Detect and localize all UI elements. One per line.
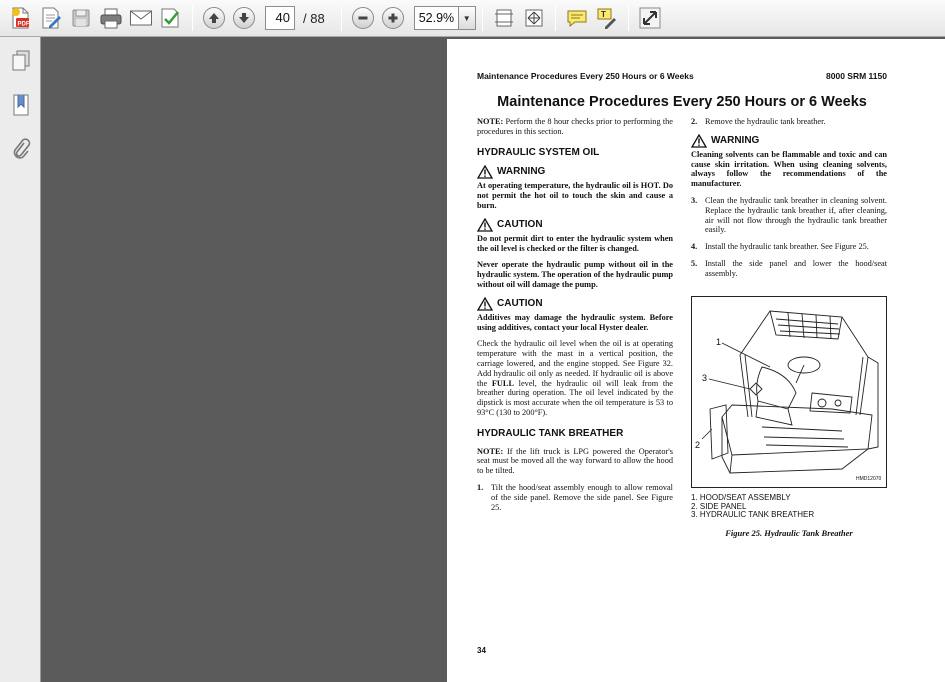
figure-caption: Figure 25. Hydraulic Tank Breather (725, 528, 853, 538)
print-button[interactable] (96, 4, 126, 32)
edit-icon (40, 6, 62, 30)
procedure-step: 1. Tilt the hood/seat assembly enough to allow removal of the side panel. Remove the side panel. See Figure 25. (477, 482, 673, 512)
review-button[interactable] (156, 4, 186, 32)
save-button[interactable] (66, 4, 96, 32)
toolbar (0, 0, 945, 37)
left-column (477, 117, 673, 519)
warning-text: At operating temperature, the hydraulic oil is HOT. Do not permit the hot oil to touch the skin and cause a burn. (477, 181, 673, 210)
edit-button[interactable] (36, 4, 66, 32)
comment-icon (566, 8, 588, 28)
warning-triangle-icon (691, 134, 707, 148)
pages-panel-button[interactable] (0, 41, 41, 81)
caution-heading: CAUTION (477, 297, 673, 311)
legend-item: 3. HYDRAULIC TANK BREATHER (691, 510, 815, 520)
figure-legend (691, 494, 814, 520)
current-page-input[interactable]: 40 (265, 6, 295, 30)
next-page-icon (238, 12, 250, 24)
toolbar-separator (555, 5, 556, 31)
section-heading-tank-breather: HYDRAULIC TANK BREATHER (477, 427, 624, 439)
figure-code: HMD12070 (856, 476, 882, 482)
caution-text: Do not permit dirt to enter the hydraulic system when the oil level is checked or the filter is changed. (477, 233, 673, 253)
procedure-step: 5. Install the side panel and lower the hood/seat assembly. (691, 258, 887, 278)
running-header-doc-number: 8000 SRM 1150 (826, 71, 887, 81)
procedure-step: 3. Clean the hydraulic tank breather in cleaning solvent. Replace the hydraulic tank breather if, after cleaning, air will not flow through the hydraulic tank breather easily. (691, 195, 887, 235)
attachments-panel-button[interactable] (0, 129, 41, 169)
highlight-icon (596, 7, 618, 29)
fit-page-icon (494, 7, 514, 29)
running-header-title: Maintenance Procedures Every 250 Hours or 6 Weeks (477, 71, 694, 81)
legend-item: 1. HOOD/SEAT ASSEMBLY (691, 493, 791, 502)
pdf-page (447, 39, 945, 682)
legend-item: 2. SIDE PANEL (691, 501, 747, 511)
toolbar-separator (192, 5, 193, 31)
fit-width-icon (523, 7, 545, 29)
next-page-button[interactable] (229, 4, 259, 32)
zoom-in-button[interactable] (378, 4, 408, 32)
figure-hydraulic-tank-breather (691, 296, 887, 488)
pages-icon (10, 49, 32, 73)
chevron-down-icon: ▼ (462, 13, 471, 23)
body-paragraph: Check the hydraulic oil level when the oil is at operating temperature with the mast in a vertical position, the carriage lowered, and the engine stopped. See Figure 32. Add hydraulic oil only as needed. If hydraulic oil is above the FULL level, the hydraulic oil will leak from the breather during operation. The oil level indicated by the dipstick is most accurate when the oil temperature is 53 to 93°C (130 to 200°F). (477, 339, 673, 417)
previous-page-button[interactable] (199, 4, 229, 32)
document-viewport[interactable] (41, 37, 945, 682)
attachments-icon (11, 137, 31, 161)
comment-button[interactable] (562, 4, 592, 32)
callout-1: 1 (716, 337, 722, 347)
note-paragraph: NOTE: Perform the 8 hour checks prior to performing the procedures in this section. (477, 117, 673, 136)
warning-heading: WARNING (691, 134, 887, 148)
bookmarks-panel-button[interactable] (0, 85, 41, 125)
procedure-step: 4. Install the hydraulic tank breather. See Figure 25. (691, 242, 869, 252)
expand-icon (639, 7, 661, 29)
callout-2: 2 (695, 440, 701, 450)
svg-text:T: T (600, 10, 606, 19)
create-pdf-button[interactable] (6, 4, 36, 32)
svg-text:PDF: PDF (17, 21, 30, 28)
zoom-dropdown-button[interactable] (458, 6, 476, 30)
toolbar-separator (341, 5, 342, 31)
page-number: 34 (477, 646, 486, 655)
expand-button[interactable] (635, 4, 665, 32)
caution-text: Additives may damage the hydraulic system. Before using additives, contact your local Hyster dealer. (477, 312, 673, 332)
navigation-pane (0, 37, 41, 682)
save-icon (71, 8, 91, 28)
zoom-out-button[interactable] (348, 4, 378, 32)
fit-page-button[interactable] (489, 4, 519, 32)
zoom-out-icon (357, 12, 369, 24)
note-paragraph: NOTE: If the lift truck is LPG powered the Operator's seat must be moved all the way forward to allow the hood to be tilted. (477, 446, 673, 476)
section-heading-hydraulic-oil: HYDRAULIC SYSTEM OIL (477, 146, 600, 158)
email-icon (129, 9, 153, 27)
warning-heading: WARNING (477, 165, 673, 179)
fit-width-button[interactable] (519, 4, 549, 32)
zoom-in-icon (387, 12, 399, 24)
review-icon (159, 6, 183, 30)
page-title: Maintenance Procedures Every 250 Hours or 6 Weeks (497, 94, 867, 110)
caution-triangle-icon (477, 297, 493, 311)
toolbar-separator (482, 5, 483, 31)
warning-text: Cleaning solvents can be flammable and toxic and can cause skin irritation. When using cleaning solvents, always follow the recommendations of the manufacturer. (691, 149, 887, 189)
prev-page-icon (208, 12, 220, 24)
zoom-level-input[interactable]: 52.9% (414, 6, 458, 30)
total-pages-label: / 88 (303, 10, 325, 26)
forklift-illustration (692, 297, 886, 487)
caution-heading: CAUTION (477, 218, 673, 232)
bookmarks-icon (11, 93, 31, 117)
highlight-button[interactable] (592, 4, 622, 32)
email-button[interactable] (126, 4, 156, 32)
caution-text: Never operate the hydraulic pump without oil in the hydraulic system. The operation of the hydraulic pump without oil will damage the pump. (477, 260, 673, 289)
procedure-step: 2. Remove the hydraulic tank breather. (691, 117, 826, 126)
toolbar-separator (628, 5, 629, 31)
warning-triangle-icon (477, 165, 493, 179)
caution-triangle-icon (477, 218, 493, 232)
create-pdf-icon (10, 6, 32, 30)
print-icon (99, 7, 123, 29)
right-column (691, 117, 887, 286)
callout-3: 3 (702, 373, 708, 383)
